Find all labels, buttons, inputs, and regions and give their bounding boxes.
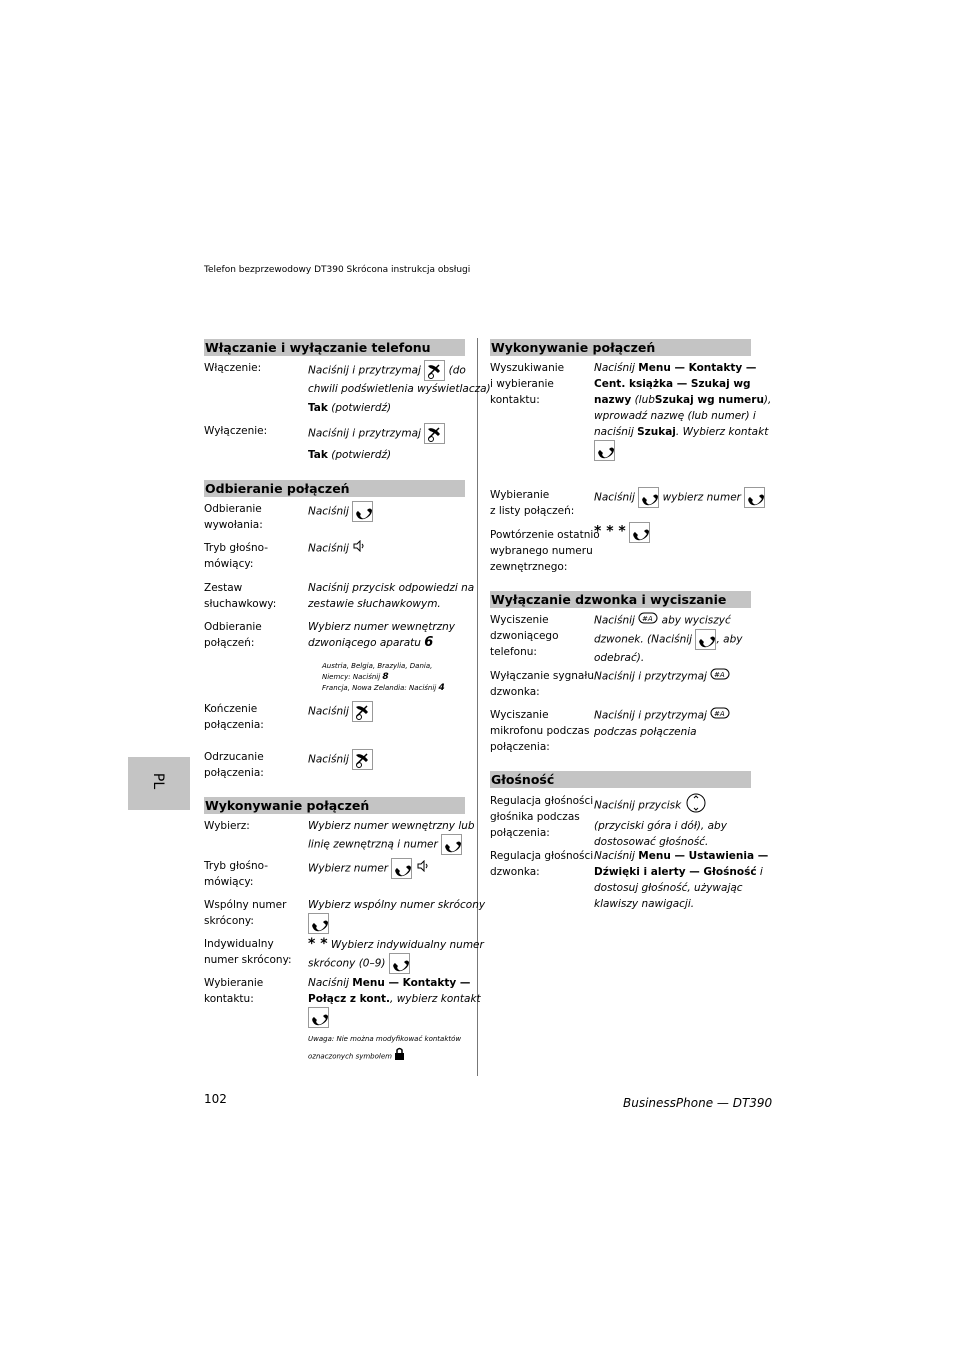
page-number: 102 — [204, 1092, 227, 1106]
label-search-contact: Wyszukiwanie i wybieranie kontaktu: — [490, 362, 565, 406]
label-silence-ring: Wyciszenie dzwoniącego telefonu: — [490, 614, 559, 658]
end-call-power-icon — [424, 360, 445, 381]
value-dial: Wybierz numer wewnętrzny lub linię zewnętrzną i numer — [308, 818, 475, 855]
star-keys: * * — [308, 936, 328, 952]
pickup-country-note: Austria, Belgia, Brazylia, Dania, Niemcy: Naciśnij 8 Francja, Nowa Zelandia: Naciśnij 4 — [322, 662, 445, 693]
label-ring-off: Wyłączanie sygnału dzwonka: — [490, 670, 594, 698]
call-icon — [308, 913, 329, 934]
call-icon — [695, 629, 716, 650]
section-title-mute: Wyłączanie dzwonka i wyciszanie — [490, 591, 751, 608]
label-ring-volume: Regulacja głośności dzwonka: — [490, 850, 594, 878]
value-common-speed: Wybierz wspólny numer skrócony — [308, 897, 485, 934]
section-title-calling-left: Wykonywanie połączeń — [204, 797, 465, 814]
value-power-on-confirm: Tak (potwierdź) — [308, 402, 392, 414]
value-call-list: Naciśnij wybierz numer — [594, 487, 765, 508]
label-mic-mute: Wyciszanie mikrofonu podczas połączenia: — [490, 709, 590, 753]
call-icon — [391, 858, 412, 879]
label-redial: Powtórzenie ostatnio wybranego numeru zewnętrznego: — [490, 529, 600, 573]
label-end-call: Kończenie połączenia: — [204, 703, 264, 731]
label-pickup: Odbieranie połączeń: — [204, 621, 262, 649]
call-icon — [389, 953, 410, 974]
svg-text:#A: #A — [642, 615, 653, 623]
label-dial-contact: Wybieranie kontaktu: — [204, 977, 264, 1005]
value-search-contact: Naciśnij Menu — Kontakty — Cent. książka — Szukaj wg nazwy (lubSzukaj wg numeru), wprowadź nazwę (lub numer) i naciśnij Szukaj. Wybierz kontakt — [594, 360, 771, 461]
value-ring-volume: Naciśnij Menu — Ustawienia — Dźwięki i alerty — Głośność i dostosuj głośność, używając klawiszy nawigacji. — [594, 850, 769, 910]
call-icon — [594, 440, 615, 461]
label-dial: Wybierz: — [204, 820, 250, 832]
value-silence-ring: Naciśnij #A aby wyciszyć dzwonek. (Naciśnij , aby odebrać). — [594, 612, 742, 666]
value-answer: Naciśnij — [308, 501, 373, 522]
end-call-power-icon — [352, 701, 373, 722]
mute-key-icon — [638, 612, 658, 629]
label-handsfree: Tryb głośno- mówiący: — [204, 542, 269, 570]
end-call-power-icon — [424, 423, 445, 444]
label-answer: Odbieranie wywołania: — [204, 503, 263, 531]
value-redial — [594, 522, 650, 543]
svg-text:#A: #A — [714, 710, 725, 718]
value-power-off: Naciśnij i przytrzymaj — [308, 423, 445, 444]
language-tab — [128, 757, 190, 810]
call-icon — [638, 487, 659, 508]
value-ring-off: Naciśnij i przytrzymaj #A — [594, 668, 730, 685]
language-label: PL — [150, 772, 167, 790]
value-speaker-volume: Naciśnij przycisk (przyciski góra i dół), aby dostosować głośność. — [594, 793, 727, 850]
mute-key-icon — [710, 707, 730, 724]
value-power-on: Naciśnij i przytrzymaj (do chwili podświetlenia wyświetlacza) — [308, 360, 491, 397]
value-dial-contact: Naciśnij Menu — Kontakty — Połącz z kont., wybierz kontakt — [308, 975, 481, 1028]
value-headset: Naciśnij przycisk odpowiedzi na zestawie słuchawkowym. — [308, 582, 475, 610]
mute-key-icon — [710, 668, 730, 685]
section-title-volume: Głośność — [490, 771, 751, 788]
lock-icon — [394, 1047, 405, 1066]
value-end-call: Naciśnij — [308, 701, 373, 722]
label-common-speed: Wspólny numer skrócony: — [204, 899, 287, 927]
value-individual-speed: * * Wybierz indywidualny numer skrócony (0–9) — [308, 936, 484, 974]
navigation-key-icon — [685, 793, 707, 818]
speaker-icon — [352, 540, 364, 557]
value-handsfree: Naciśnij — [308, 540, 364, 557]
value-dial-handsfree: Wybierz numer — [308, 858, 428, 879]
label-dial-handsfree: Tryb głośno- mówiący: — [204, 860, 269, 888]
label-headset: Zestaw słuchawkowy: — [204, 582, 277, 610]
section-title-power: Włączanie i wyłączanie telefonu — [204, 339, 465, 356]
label-individual-speed: Indywidualny numer skrócony: — [204, 938, 292, 966]
end-call-power-icon — [352, 749, 373, 770]
call-icon — [744, 487, 765, 508]
value-power-off-confirm: Tak (potwierdź) — [308, 449, 392, 461]
call-icon — [352, 501, 373, 522]
speaker-icon — [416, 860, 428, 877]
call-icon — [441, 834, 462, 855]
footer-product: BusinessPhone — DT390 — [623, 1096, 773, 1110]
label-power-on: Włączenie: — [204, 362, 262, 374]
label-call-list: Wybieranie z listy połączeń: — [490, 489, 575, 517]
label-reject: Odrzucanie połączenia: — [204, 751, 264, 779]
call-icon — [629, 522, 650, 543]
svg-text:#A: #A — [714, 671, 725, 679]
call-icon — [308, 1007, 329, 1028]
value-mic-mute: Naciśnij i przytrzymaj #A podczas połączenia — [594, 707, 730, 740]
label-power-off: Wyłączenie: — [204, 425, 268, 437]
star-keys: * * * — [594, 523, 626, 540]
value-reject: Naciśnij — [308, 749, 373, 770]
value-pickup: Wybierz numer wewnętrzny dzwoniącego aparatu 6 — [308, 621, 456, 650]
section-title-calling-right: Wykonywanie połączeń — [490, 339, 751, 356]
contact-note: Uwaga: Nie można modyfikować kontaktów oznaczonych symbolem — [308, 1032, 461, 1066]
page-header: Telefon bezprzewodowy DT390 Skrócona instrukcja obsługi — [204, 265, 471, 275]
section-title-answering: Odbieranie połączeń — [204, 480, 465, 497]
label-speaker-volume: Regulacja głośności głośnika podczas połączenia: — [490, 795, 594, 839]
